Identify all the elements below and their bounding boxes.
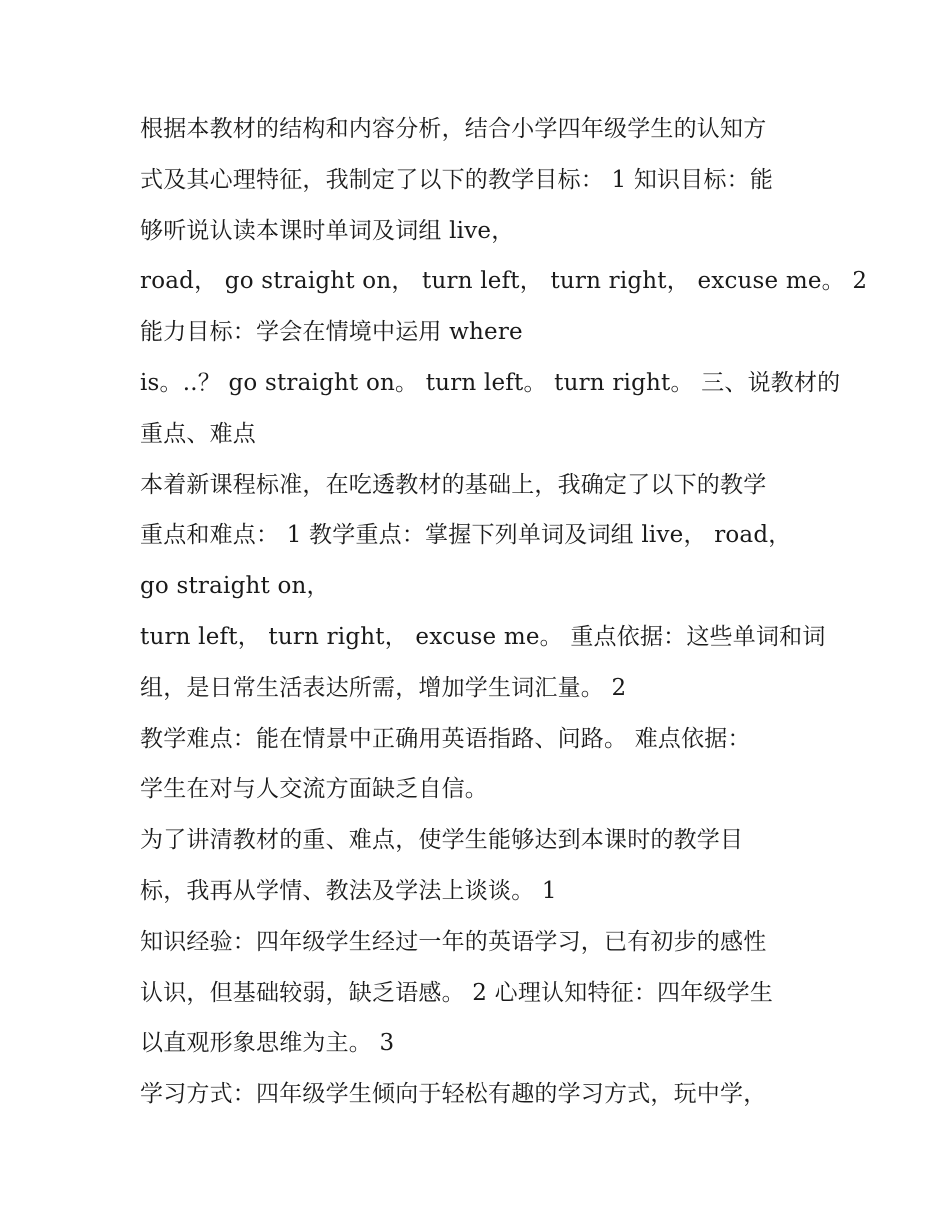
text-line: 学生在对与人交流方面缺乏自信。 bbox=[140, 776, 488, 803]
text-line: 认识，但基础较弱，缺乏语感。 2 心理认知特征：四年级学生 bbox=[140, 979, 774, 1006]
text-line: 式及其心理特征，我制定了以下的教学目标： 1 知识目标：能 bbox=[140, 166, 774, 193]
text-line: turn left， turn right， excuse me。 重点依据：这些单词和词 bbox=[140, 623, 826, 650]
text-line: road， go straight on， turn left， turn right， excuse me。 2 bbox=[140, 268, 868, 295]
text-line: 知识经验：四年级学生经过一年的英语学习，已有初步的感性 bbox=[140, 928, 767, 955]
text-line: 重点、难点 bbox=[140, 420, 256, 447]
text-line: 重点和难点： 1 教学重点：掌握下列单词及词组 live， road， bbox=[140, 522, 792, 549]
document-body bbox=[140, 104, 868, 1120]
text-line: 本着新课程标准，在吃透教材的基础上，我确定了以下的教学 bbox=[140, 471, 767, 498]
text-line: 组，是日常生活表达所需，增加学生词汇量。 2 bbox=[140, 674, 627, 701]
text-line: 学习方式：四年级学生倾向于轻松有趣的学习方式，玩中学， bbox=[140, 1081, 767, 1108]
text-line: go straight on， bbox=[140, 573, 330, 600]
text-line: is。..？ go straight on。 turn left。 turn right。 三、说教材的 bbox=[140, 369, 841, 396]
text-line: 能力目标：学会在情境中运用 where bbox=[140, 319, 523, 346]
text-line: 以直观形象思维为主。 3 bbox=[140, 1030, 395, 1057]
text-line: 教学难点：能在情景中正确用英语指路、问路。 难点依据： bbox=[140, 725, 751, 752]
text-line: 标，我再从学情、教法及学法上谈谈。 1 bbox=[140, 877, 557, 904]
text-line: 根据本教材的结构和内容分析，结合小学四年级学生的认知方 bbox=[140, 116, 767, 142]
text-line: 够听说认读本课时单词及词组 live， bbox=[140, 217, 515, 244]
text-line: 为了讲清教材的重、难点，使学生能够达到本课时的教学目 bbox=[140, 827, 744, 854]
